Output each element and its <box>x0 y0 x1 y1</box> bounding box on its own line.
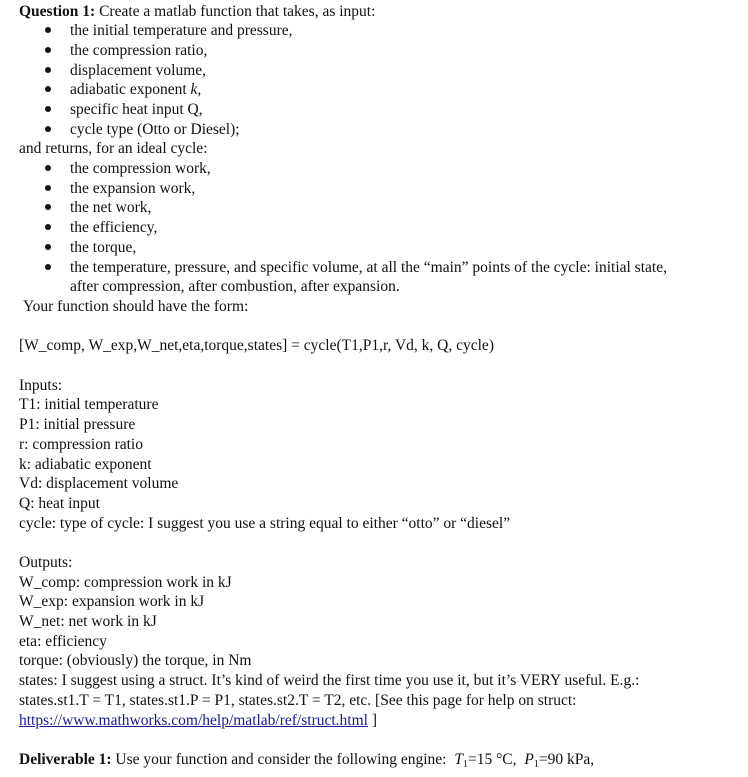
form-intro: Your function should have the form: <box>23 298 249 315</box>
bullet-icon <box>45 126 51 132</box>
list-item: the compression ratio, <box>70 42 208 59</box>
bullet-icon <box>45 244 51 250</box>
deliverable-line <box>19 750 594 769</box>
struct-help-link[interactable]: https://www.mathworks.com/help/matlab/ref/struct.html <box>19 712 368 729</box>
bullet-icon <box>45 86 51 92</box>
deliverable-text: Use your function and consider the following engine: <box>115 751 447 768</box>
output-item: W_exp: expansion work in kJ <box>19 593 205 610</box>
bullet-icon <box>45 47 51 53</box>
list-item <box>70 80 201 99</box>
output-item: eta: efficiency <box>19 633 107 650</box>
list-item: the torque, <box>70 239 137 256</box>
list-item: the compression work, <box>70 160 211 177</box>
list-item-continuation: after compression, after combustion, after expansion. <box>70 278 400 295</box>
output-item: W_comp: compression work in kJ <box>19 574 232 591</box>
outputs-title: Outputs: <box>19 554 73 571</box>
returns-intro: and returns, for an ideal cycle: <box>19 140 208 157</box>
deliverable-heading: Deliverable 1: <box>19 751 112 768</box>
bullet-icon <box>45 204 51 210</box>
list-item: cycle type (Otto or Diesel); <box>70 121 240 138</box>
input-item: Q: heat input <box>19 495 100 512</box>
output-item: torque: (obviously) the torque, in Nm <box>19 652 252 669</box>
question1-intro: Create a matlab function that takes, as input: <box>99 3 376 20</box>
list-item: the initial temperature and pressure, <box>70 22 293 39</box>
output-item: states: I suggest using a struct. It’s kind of weird the first time you use it, but it’s VERY useful. E.g.: <box>19 672 640 689</box>
list-item-text: adiabatic exponent <box>70 81 187 98</box>
bullet-icon <box>45 224 51 230</box>
output-item: states.st1.T = T1, states.st1.P = P1, states.st2.T = T2, etc. [See this page for help on struct: <box>19 692 577 709</box>
t1-value: $T_1=15$ °C, <box>454 751 517 770</box>
inputs-title: Inputs: <box>19 377 63 394</box>
link-tail: ] <box>367 712 378 729</box>
function-signature: [W_comp, W_exp,W_net,eta,torque,states] = cycle(T1,P1,r, Vd, k, Q, cycle) <box>19 337 494 354</box>
input-item: Vd: displacement volume <box>19 475 179 492</box>
input-item: cycle: type of cycle: I suggest you use a string equal to either “otto” or “diesel” <box>19 515 511 532</box>
p1-value: $P_1=90$ kPa, <box>524 751 595 770</box>
bullet-icon <box>45 264 51 270</box>
adiabatic-variable: k, <box>190 81 202 98</box>
list-item: the efficiency, <box>70 219 158 236</box>
list-item: specific heat input Q, <box>70 101 203 118</box>
input-item: k: adiabatic exponent <box>19 456 152 473</box>
bullet-icon <box>45 165 51 171</box>
bullet-icon <box>45 27 51 33</box>
struct-link-line <box>19 711 377 730</box>
list-item: the net work, <box>70 199 152 216</box>
input-item: P1: initial pressure <box>19 416 136 433</box>
list-item: displacement volume, <box>70 62 207 79</box>
bullet-icon <box>45 185 51 191</box>
output-item: W_net: net work in kJ <box>19 613 157 630</box>
list-item: the temperature, pressure, and specific volume, at all the “main” points of the cycle: initial state, <box>70 259 667 276</box>
input-item: r: compression ratio <box>19 436 143 453</box>
question1-heading: Question 1: <box>19 3 96 20</box>
bullet-icon <box>45 67 51 73</box>
bullet-icon <box>45 106 51 112</box>
input-item: T1: initial temperature <box>19 396 159 413</box>
list-item: the expansion work, <box>70 180 196 197</box>
question1-line <box>19 2 375 21</box>
